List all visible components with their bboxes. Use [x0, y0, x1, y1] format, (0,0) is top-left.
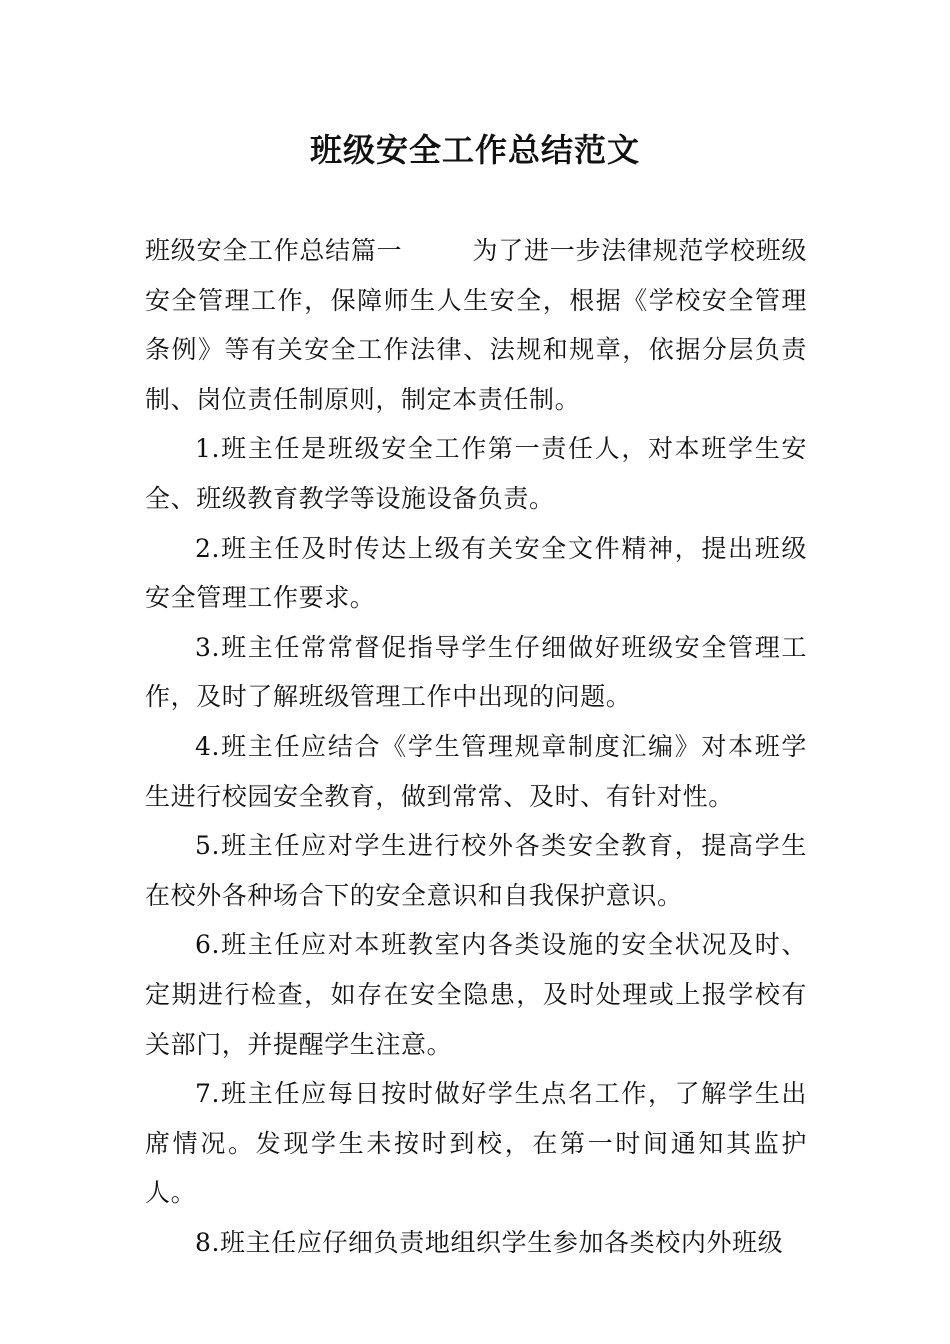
document-title: 班级安全工作总结范文	[309, 131, 640, 169]
intro-paragraph	[145, 226, 807, 424]
list-item: 7.班主任应每日按时做好学生点名工作，了解学生出席情况。发现学生未按时到校，在第一时间通知其监护人。	[145, 1079, 807, 1208]
list-item: 2.班主任及时传达上级有关安全文件精神，提出班级安全管理工作要求。	[145, 533, 807, 613]
list-item: 6.班主任应对本班教室内各类设施的安全状况及时、定期进行检查，如存在安全隐患，及时处理或上报学校有关部门，并提醒学生注意。	[145, 930, 807, 1059]
list-item: 3.班主任常常督促指导学生仔细做好班级安全管理工作，及时了解班级管理工作中出现的问题。	[145, 632, 807, 712]
list-item: 4.班主任应结合《学生管理规章制度汇编》对本班学生进行校园安全教育，做到常常、及时、有针对性。	[145, 731, 807, 811]
intro-text: 为了进一步法律规范学校班级安全管理工作，保障师生人生安全，根据《学校安全管理条例》等有关安全工作法律、法规和规章，依据分层负责制、岗位责任制原则，制定本责任制。	[145, 236, 807, 414]
list-item: 1.班主任是班级安全工作第一责任人，对本班学生安全、班级教育教学等设施设备负责。	[145, 434, 807, 513]
list-item: 8.班主任应仔细负责地组织学生参加各类校内外班级	[195, 1227, 784, 1257]
document-body	[145, 226, 807, 1267]
section-heading: 班级安全工作总结篇一	[145, 236, 403, 265]
list-item: 5.班主任应对学生进行校外各类安全教育，提高学生在校外各种场合下的安全意识和自我保护意识。	[145, 831, 807, 910]
